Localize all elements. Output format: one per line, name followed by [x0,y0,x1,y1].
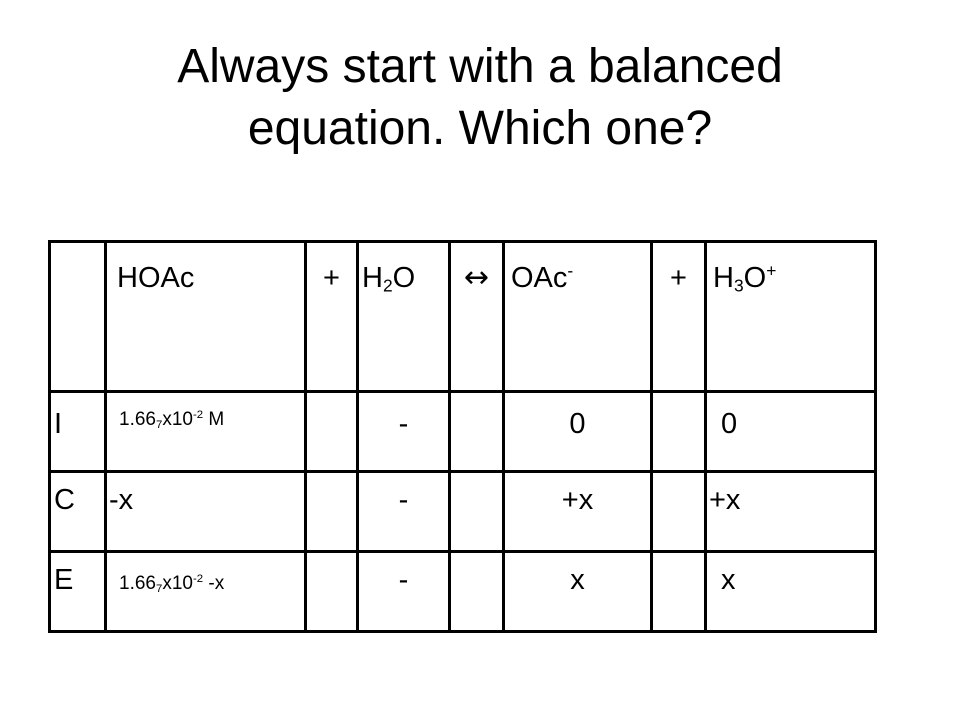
header-hydronium: $H_3O^+$ [706,242,876,392]
header-plus-2: + [652,242,706,392]
cell-empty [652,552,706,632]
slide-title [40,36,920,160]
cell-empty [652,392,706,472]
header-acetate: OAc- [504,242,652,392]
header-plus-1: + [306,242,358,392]
cell-empty [306,552,358,632]
cell-water-change: - [358,472,450,552]
header-hoac: HOAc [106,242,306,392]
cell-hydronium-initial: 0 [706,392,876,472]
cell-empty [652,472,706,552]
row-label: I [50,392,106,472]
cell-acetate-initial: 0 [504,392,652,472]
ice-table [48,240,877,633]
table-row [50,472,876,552]
table-row [50,392,876,472]
cell-water-initial: - [358,392,450,472]
cell-empty [450,472,504,552]
cell-water-equilibrium: - [358,552,450,632]
cell-acetate-equilibrium: x [504,552,652,632]
header-equilibrium-arrow [450,242,504,392]
cell-hydronium-change: +x [706,472,876,552]
cell-empty [450,392,504,472]
cell-hydronium-equilibrium: x [706,552,876,632]
table-row [50,552,876,632]
cell-empty [306,392,358,472]
cell-hoac-initial: $1.66_7x10^{-2}$ M [106,392,306,472]
equilibrium-arrow-icon: ↔ [463,260,490,295]
cell-acetate-change: +x [504,472,652,552]
cell-empty [306,472,358,552]
row-label: C [50,472,106,552]
cell-hoac-equilibrium: $1.66_7x10^{-2}$ -x [106,552,306,632]
header-row [50,242,876,392]
row-label: E [50,552,106,632]
title-line-1: Always start with a balanced [177,40,783,93]
title-line-2: equation. Which one? [247,102,713,155]
header-water: $H_2O$ [358,242,450,392]
corner-cell [50,242,106,392]
cell-hoac-change: -x [106,472,306,552]
cell-empty [450,552,504,632]
